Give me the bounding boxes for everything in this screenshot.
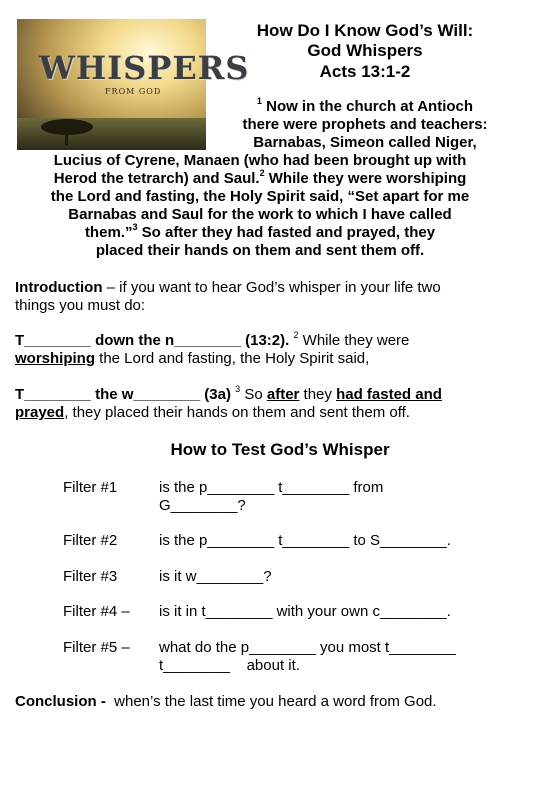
filter-label: Filter #5 –: [63, 639, 130, 656]
verse-line: [215, 98, 515, 116]
conclusion-label: Conclusion -: [15, 693, 106, 710]
conclusion-line: [15, 693, 437, 711]
verse-text: Herod the tetrarch) and Saul.: [53, 170, 260, 187]
verse-line: placed their hands on them and sent them off.: [95, 242, 425, 259]
point1-line-2: [15, 350, 369, 368]
verse-line: [0, 224, 520, 242]
verse-line: there were prophets and teachers:: [242, 116, 488, 133]
point2-underlined: had fasted and: [336, 386, 442, 403]
verse-line: Barnabas, Simeon called Niger,: [253, 134, 477, 151]
title-line-1: How Do I Know God’s Will:: [256, 21, 474, 40]
verse-line: [0, 170, 520, 188]
intro-line-1: [15, 279, 441, 297]
filter-text: is the p________ t________ from: [159, 479, 384, 496]
verse-number: 3: [235, 384, 241, 394]
intro-text: – if you want to hear God’s whisper in your life two: [102, 279, 441, 296]
test-heading: How to Test God’s Whisper: [170, 440, 390, 459]
point2-underlined: after: [266, 386, 300, 403]
filter-label: Filter #3: [63, 568, 118, 585]
verse-number: 3: [132, 222, 138, 232]
filter-text: is it in t________ with your own c________.: [159, 603, 451, 620]
title-line-3: Acts 13:1-2: [319, 62, 411, 81]
point2-text: they: [299, 386, 337, 403]
point1-underlined: worshiping: [15, 350, 95, 367]
filter-text-continued: G________?: [159, 497, 246, 514]
verse-text: So after they had fasted and prayed, they: [137, 224, 436, 241]
point2-line-2: [15, 404, 410, 422]
verse-text: them.”: [84, 224, 133, 241]
filter-text: what do the p________ you most t________: [159, 639, 456, 656]
point1-heading: T________ down the n________ (13:2).: [15, 332, 290, 349]
verse-line: Lucius of Cyrene, Manaen (who had been brought up with: [53, 152, 467, 169]
point2-line-1: [15, 386, 442, 404]
filter-text: is the p________ t________ to S________.: [159, 532, 451, 549]
intro-line-2: things you must do:: [15, 297, 146, 314]
filter-text-continued: t________ about it.: [159, 657, 300, 674]
tree-icon: [37, 117, 97, 147]
image-word: WHISPERS: [39, 49, 250, 87]
filter-label: Filter #1: [63, 479, 118, 496]
verse-number: 1: [256, 96, 262, 106]
point1-text: the Lord and fasting, the Holy Spirit said,: [95, 350, 370, 367]
point1-line-1: [15, 332, 409, 350]
title-line-2: God Whispers: [307, 41, 423, 60]
point2-text: , they placed their hands on them and sent them off.: [64, 404, 410, 421]
point2-text: So: [240, 386, 267, 403]
verse-text: While they were worshiping: [264, 170, 467, 187]
whispers-image: [17, 19, 250, 150]
verse-number: 2: [293, 330, 299, 340]
verse-text: Now in the church at Antioch: [261, 98, 474, 115]
intro-label: Introduction: [15, 279, 103, 296]
filter-label: Filter #2: [63, 532, 118, 549]
verse-number: 2: [259, 168, 265, 178]
filter-label: Filter #4 –: [63, 603, 130, 620]
verse-line: the Lord and fasting, the Holy Spirit said, “Set apart for me: [50, 188, 470, 205]
verse-line: Barnabas and Saul for the work to which I have called: [68, 206, 452, 223]
point2-heading: T________ the w________ (3a): [15, 386, 231, 403]
conclusion-text: when’s the last time you heard a word from God.: [105, 693, 437, 710]
filter-text: is it w________?: [159, 568, 272, 585]
point2-underlined: prayed: [15, 404, 65, 421]
image-subtext: FROM GOD: [105, 87, 162, 96]
point1-text: While they were: [298, 332, 410, 349]
